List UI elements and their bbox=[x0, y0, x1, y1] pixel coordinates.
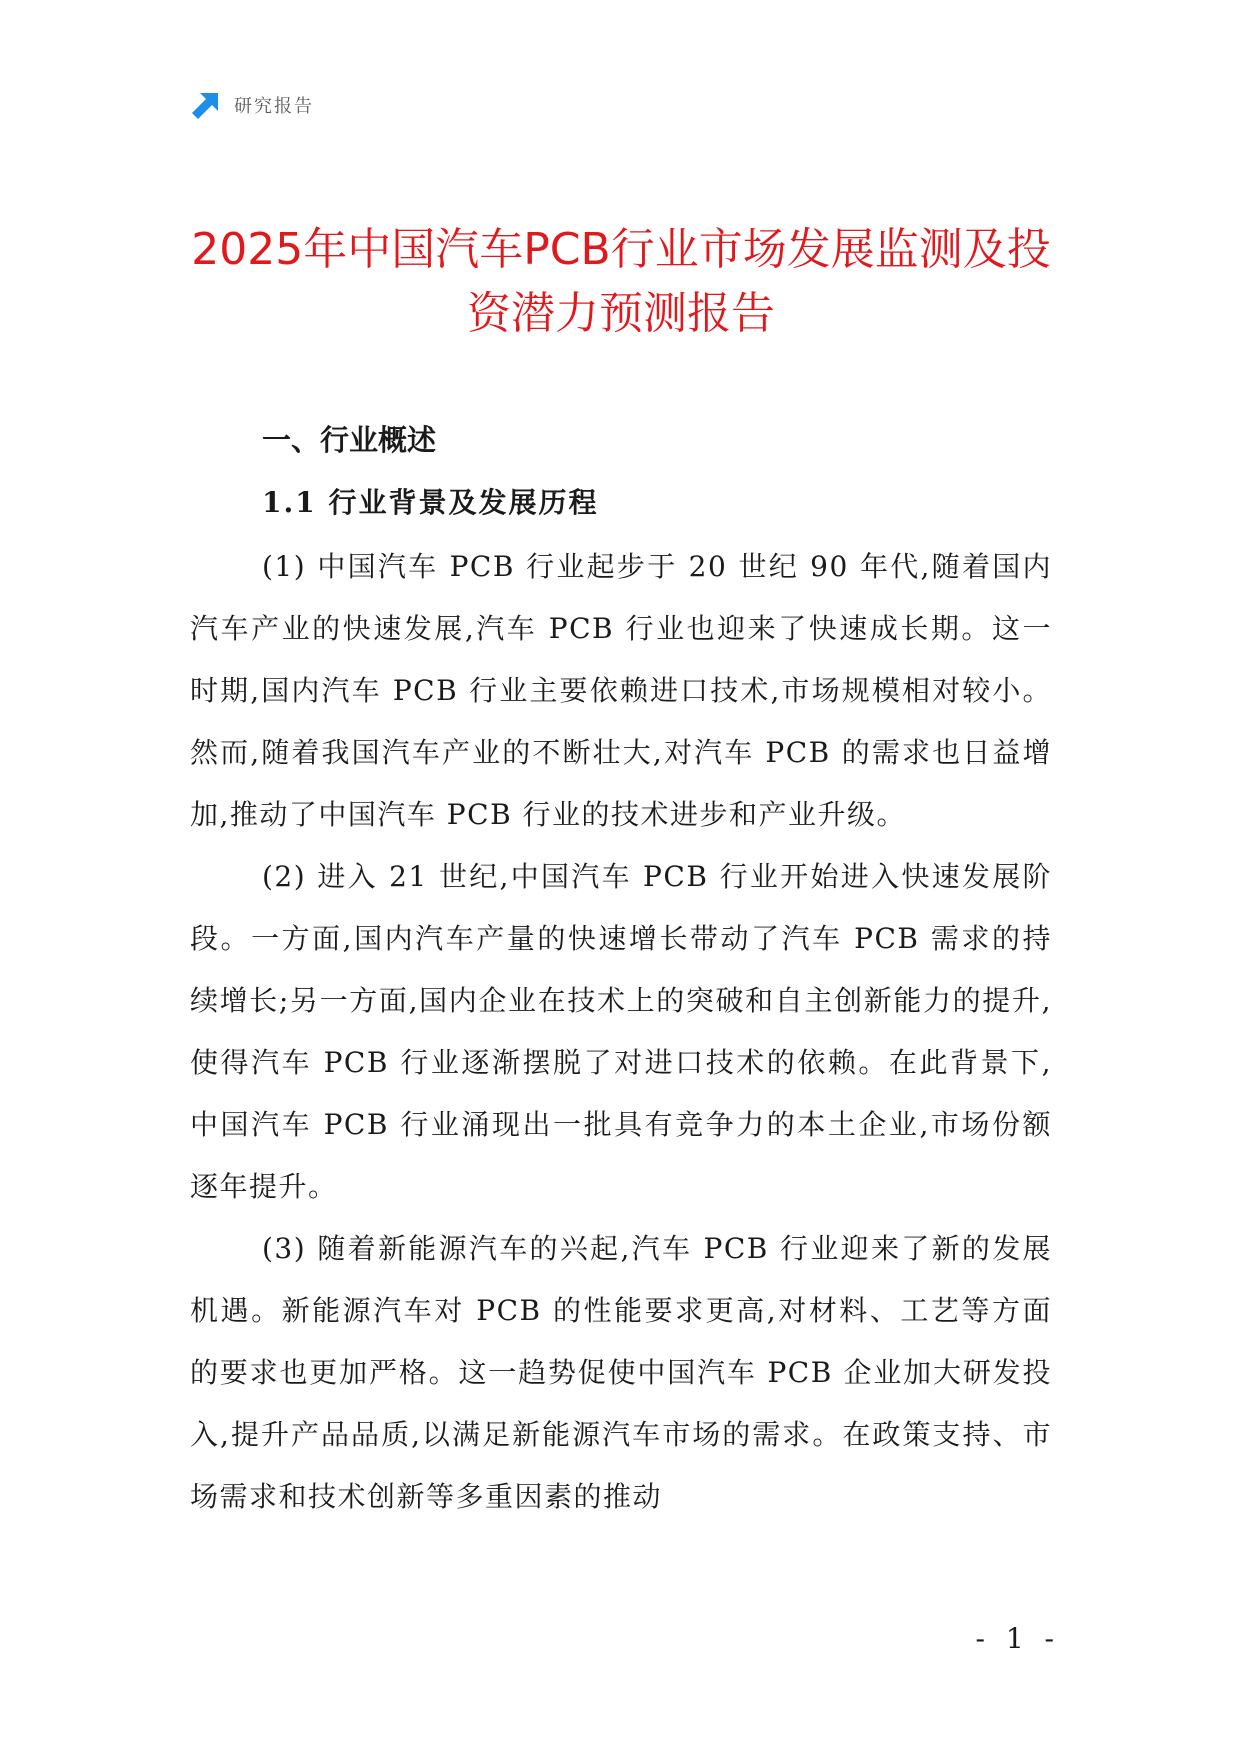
paragraph-2: (2) 进入 21 世纪,中国汽车 PCB 行业开始进入快速发展阶段。一方面,国内汽车产量的快速增长带动了汽车 PCB 需求的持续增长;另一方面,国内企业在技术上的突破和自主创新能力的提升,使得汽车 PCB 行业逐渐摆脱了对进口技术的依赖。在此背景下,中国汽车 PCB 行业涌现出一批具有竞争力的本土企业,市场份额逐年提升。 bbox=[190, 860, 1052, 1203]
report-title: 2025年中国汽车PCB行业市场发展监测及投资潜力预测报告 bbox=[191, 224, 1051, 339]
paragraph-3: (3) 随着新能源汽车的兴起,汽车 PCB 行业迎来了新的发展机遇。新能源汽车对 PCB 的性能要求更高,对材料、工艺等方面的要求也更加严格。这一趋势促使中国汽车 PCB 企业加大研发投入,提升产品品质,以满足新能源汽车市场的需求。在政策支持、市场需求和技术创新等多重因素的推动 bbox=[190, 1232, 1052, 1513]
report-header bbox=[190, 88, 314, 122]
body-text bbox=[190, 536, 1052, 1528]
page-number: - 1 - bbox=[975, 1622, 1060, 1655]
subsection-heading: 1.1 行业背景及发展历程 bbox=[262, 486, 599, 519]
arrow-up-right-logo-icon bbox=[190, 89, 222, 121]
section-heading: 一、行业概述 bbox=[262, 423, 437, 457]
paragraph-1: (1) 中国汽车 PCB 行业起步于 20 世纪 90 年代,随着国内汽车产业的快速发展,汽车 PCB 行业也迎来了快速成长期。这一时期,国内汽车 PCB 行业主要依赖进口技术,市场规模相对较小。然而,随着我国汽车产业的不断壮大,对汽车 PCB 的需求也日益增加,推动了中国汽车 PCB 行业的技术进步和产业升级。 bbox=[190, 550, 1052, 831]
header-label: 研究报告 bbox=[234, 96, 314, 117]
